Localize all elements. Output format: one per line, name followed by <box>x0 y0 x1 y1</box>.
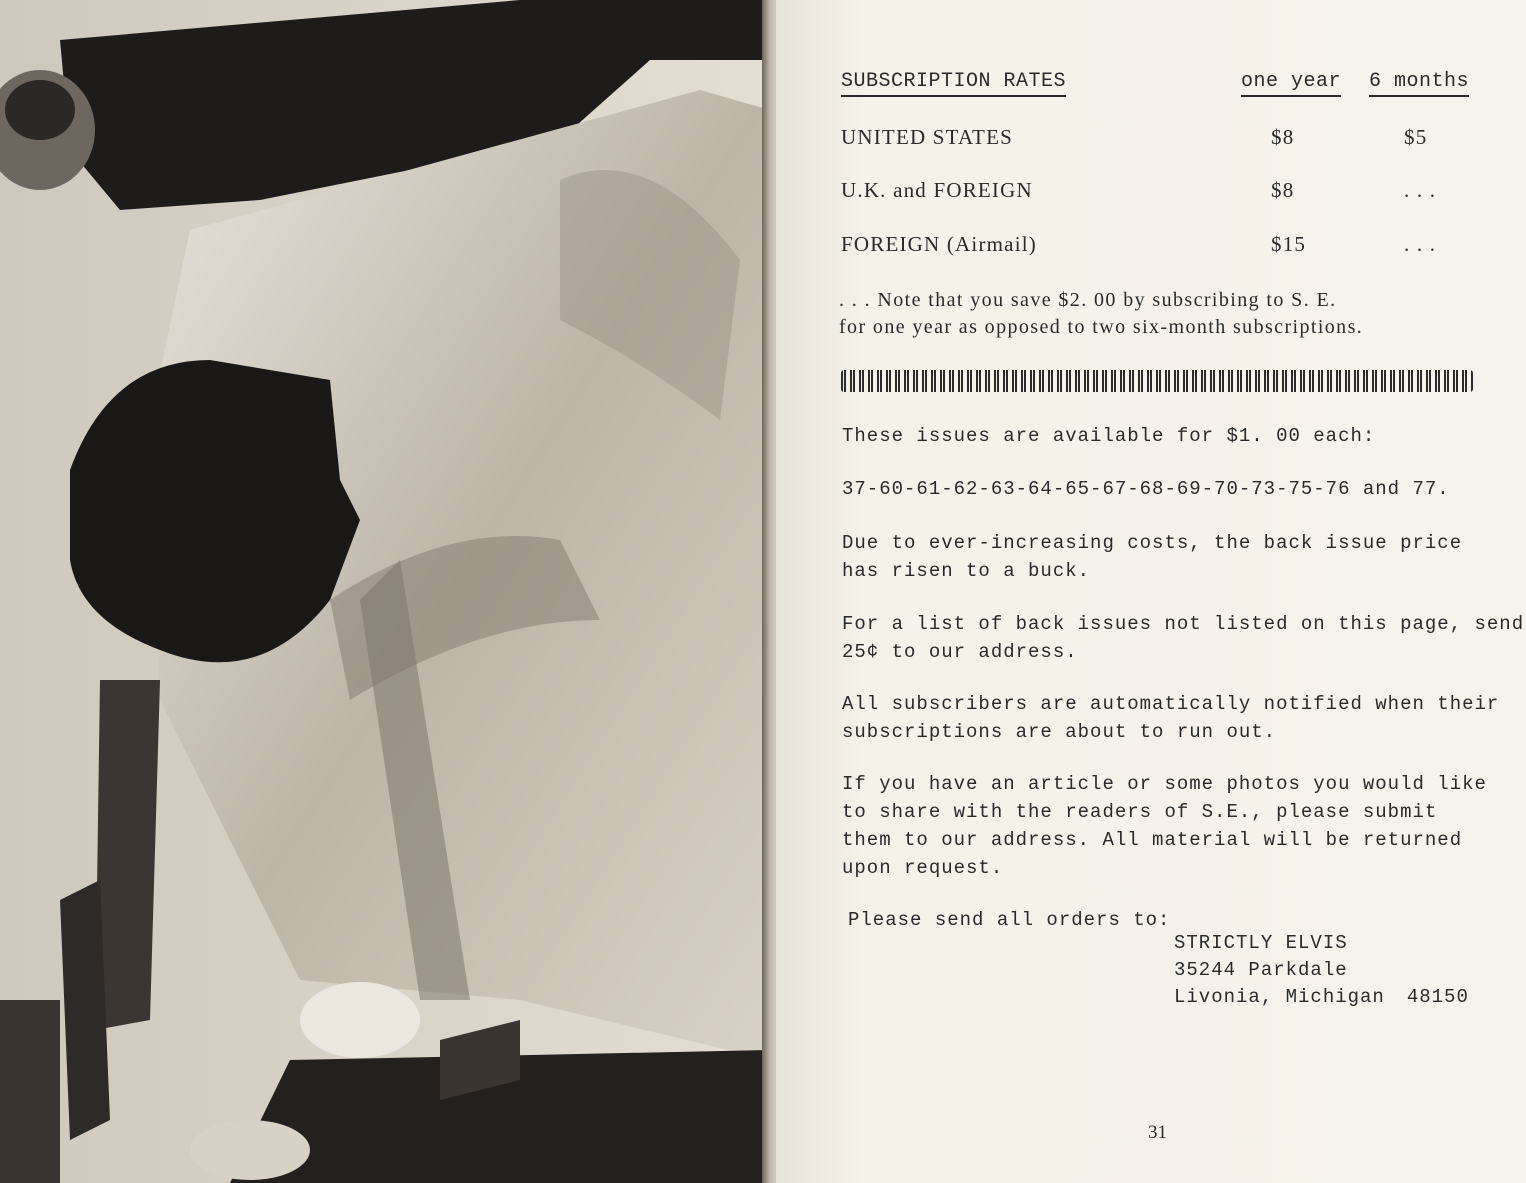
address-street: 35244 Parkdale <box>1174 959 1348 981</box>
rate-one-year: $8 <box>1271 125 1295 149</box>
list-request-line: 25¢ to our address. <box>842 641 1078 663</box>
price-note-line: has risen to a buck. <box>842 560 1091 582</box>
rate-six-months: . . . <box>1404 178 1437 202</box>
rate-region: U.K. and FOREIGN <box>841 178 1033 202</box>
note-line: . . . Note that you save $2. 00 by subscribing to S. E. <box>839 289 1337 311</box>
back-issues-list-text: 37-60-61-62-63-64-65-67-68-69-70-73-75-76 and 77. <box>842 478 1450 500</box>
rate-six-months: . . . <box>1404 232 1437 256</box>
address-city: Livonia, Michigan <box>1174 986 1385 1008</box>
submission-line: If you have an article or some photos you would like <box>842 773 1487 795</box>
back-issue-list-request <box>842 610 1525 666</box>
address-city-line <box>1174 984 1469 1011</box>
decorative-divider <box>841 370 1473 392</box>
rate-one-year: $8 <box>1271 178 1295 202</box>
rate-region: FOREIGN (Airmail) <box>841 232 1037 256</box>
rate-row <box>841 125 1474 155</box>
subscriber-notice <box>842 690 1500 746</box>
rate-row <box>841 232 1474 262</box>
rate-row <box>841 178 1474 208</box>
submission-note <box>842 770 1496 882</box>
col-one-year: one year <box>1241 70 1341 97</box>
text-page <box>776 0 1526 1183</box>
price-note-line: Due to ever-increasing costs, the back issue price <box>842 532 1463 554</box>
rates-title: SUBSCRIPTION RATES <box>841 70 1066 97</box>
note-line: for one year as opposed to two six-month subscriptions. <box>839 316 1364 338</box>
address-name: STRICTLY ELVIS <box>1174 932 1348 954</box>
submission-line: them to our address. All material will be returned <box>842 829 1463 851</box>
list-request-line: For a list of back issues not listed on this page, send <box>842 613 1525 635</box>
notice-line: subscriptions are about to run out. <box>842 721 1277 743</box>
back-issues-intro-text: These issues are available for $1. 00 each: <box>842 425 1376 447</box>
back-issues-intro <box>842 422 1496 450</box>
page-number: 31 <box>1148 1122 1167 1143</box>
mailing-address <box>1174 930 1469 1011</box>
submission-line: to share with the readers of S.E., please submit <box>842 801 1438 823</box>
submission-line: upon request. <box>842 857 1004 879</box>
savings-note <box>839 287 1516 341</box>
notice-line: All subscribers are automatically notified when their <box>842 693 1500 715</box>
col-six-months: 6 months <box>1369 70 1469 97</box>
orders-intro-text: Please send all orders to: <box>848 909 1171 931</box>
back-issues-list <box>842 475 1496 503</box>
back-issue-price-note <box>842 529 1496 585</box>
address-zip: 48150 <box>1406 986 1469 1008</box>
rate-six-months: $5 <box>1404 125 1428 149</box>
rate-region: UNITED STATES <box>841 125 1013 149</box>
rate-one-year: $15 <box>1271 232 1307 256</box>
